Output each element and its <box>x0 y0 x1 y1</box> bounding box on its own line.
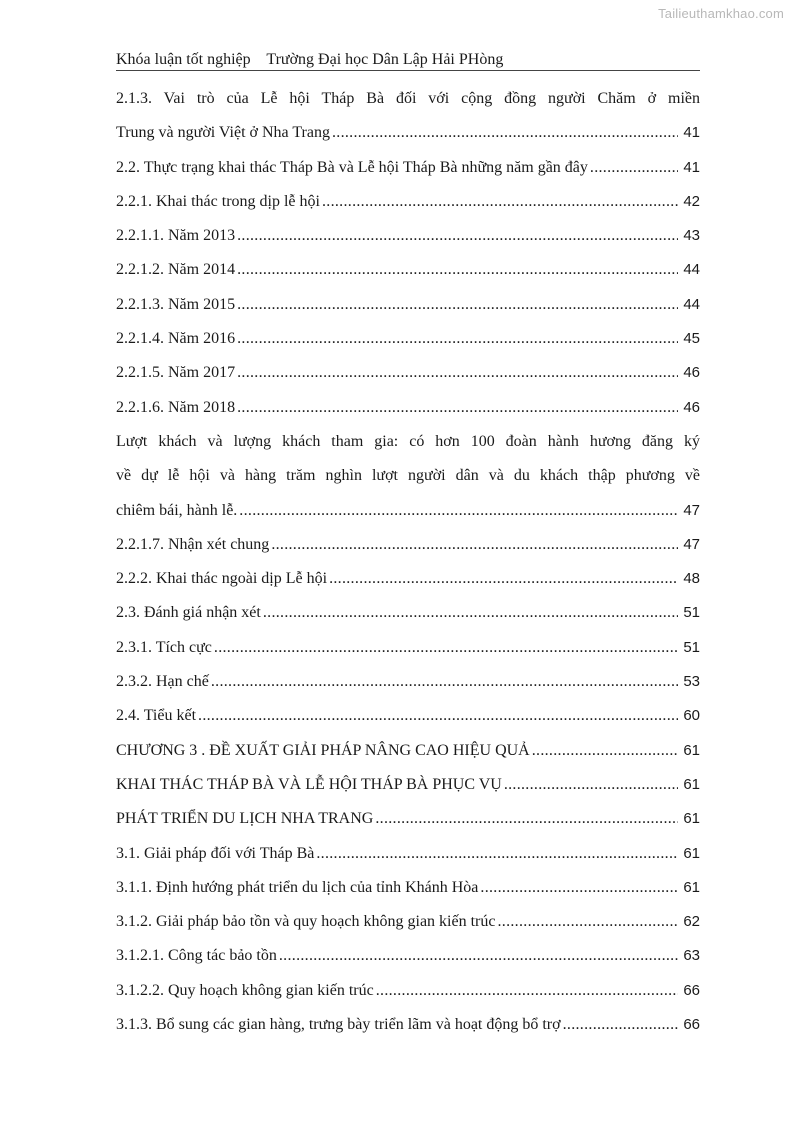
toc-entry-page: 41 <box>683 158 700 176</box>
toc-entry-title: 2.2.1.3. Năm 2015 <box>116 295 236 313</box>
toc-dot-leader <box>322 185 678 219</box>
toc-entry[interactable] <box>116 562 700 596</box>
toc-entry-page: 60 <box>683 707 700 725</box>
toc-entry-title: 2.3. Đánh giá nhận xét <box>116 604 261 622</box>
toc-entry-title: 3.1.2. Giải pháp bảo tồn và quy hoạch không gian kiến trúc <box>116 913 496 931</box>
toc-dot-leader <box>237 322 678 356</box>
toc-entry[interactable] <box>116 631 700 665</box>
toc-entry-page: 53 <box>683 673 700 691</box>
toc-entry-title: 3.1. Giải pháp đối với Tháp Bà <box>116 844 315 862</box>
toc-entry[interactable] <box>116 665 700 699</box>
toc-entry[interactable] <box>116 151 700 185</box>
toc-entry-title: 2.3.2. Hạn chế <box>116 673 209 691</box>
toc-entry[interactable] <box>116 768 700 802</box>
toc-entry-page: 61 <box>683 844 700 862</box>
toc-entry-page: 43 <box>683 227 700 245</box>
toc-entry[interactable] <box>116 905 700 939</box>
toc-entry[interactable] <box>116 288 700 322</box>
toc-entry-title: 3.1.2.2. Quy hoạch không gian kiến trúc <box>116 981 374 999</box>
toc-entry[interactable] <box>116 391 700 425</box>
toc-entry-title: 3.1.1. Định hướng phát triển du lịch của tỉnh Khánh Hòa <box>116 878 479 896</box>
page-header <box>116 50 700 70</box>
toc-dot-leader <box>375 802 678 836</box>
toc-dot-leader <box>237 288 678 322</box>
toc-dot-leader <box>590 151 678 185</box>
toc-entry-page: 51 <box>683 604 700 622</box>
toc-entry[interactable] <box>116 82 700 116</box>
toc-entry-title: về dự lễ hội và hàng trăm nghìn lượt người dân và du khách thập phương về <box>116 467 700 485</box>
toc-entry[interactable] <box>116 596 700 630</box>
toc-entry-page: 46 <box>683 398 700 416</box>
toc-entry-page: 45 <box>683 330 700 348</box>
toc-entry-title: KHAI THÁC THÁP BÀ VÀ LỄ HỘI THÁP BÀ PHỤC VỤ <box>116 775 502 793</box>
toc-entry-page: 51 <box>683 638 700 656</box>
toc-entry-page: 63 <box>683 947 700 965</box>
toc-entry-page: 61 <box>683 810 700 828</box>
toc-entry-title: 2.2.1.7. Nhận xét chung <box>116 535 270 553</box>
toc-dot-leader <box>214 631 678 665</box>
toc-entry-title: 2.2.1.5. Năm 2017 <box>116 364 236 382</box>
toc-entry[interactable] <box>116 253 700 287</box>
toc-entry-title: 2.2.1.6. Năm 2018 <box>116 398 236 416</box>
toc-entry-page: 47 <box>683 501 700 519</box>
toc-entry-title: 2.2.1.4. Năm 2016 <box>116 330 236 348</box>
toc-entry-page: 41 <box>683 124 700 142</box>
toc-entry[interactable] <box>116 494 700 528</box>
toc-entry-title: 3.1.2.1. Công tác bảo tồn <box>116 947 277 965</box>
toc-dot-leader <box>237 391 678 425</box>
toc-entry[interactable] <box>116 425 700 459</box>
toc-entry[interactable] <box>116 528 700 562</box>
toc-entry-title: Trung và người Việt ở Nha Trang <box>116 124 330 142</box>
toc-entry-page: 47 <box>683 535 700 553</box>
toc-entry[interactable] <box>116 699 700 733</box>
toc-entry[interactable] <box>116 734 700 768</box>
table-of-contents <box>116 82 700 1042</box>
toc-dot-leader <box>563 1008 678 1042</box>
toc-entry-title: 2.2.1. Khai thác trong dịp lễ hội <box>116 192 320 210</box>
toc-dot-leader <box>271 528 678 562</box>
toc-entry[interactable] <box>116 116 700 150</box>
header-divider <box>116 70 700 71</box>
toc-dot-leader <box>329 562 678 596</box>
toc-entry-page: 61 <box>683 878 700 896</box>
toc-dot-leader <box>376 974 678 1008</box>
toc-dot-leader <box>532 734 678 768</box>
toc-entry-page: 61 <box>683 775 700 793</box>
toc-entry[interactable] <box>116 1008 700 1042</box>
watermark: Tailieuthamkhao.com <box>658 6 784 21</box>
toc-entry-title: 3.1.3. Bổ sung các gian hàng, trưng bày triển lãm và hoạt động bổ trợ <box>116 1016 561 1034</box>
toc-dot-leader <box>237 356 678 390</box>
toc-entry-page: 48 <box>683 570 700 588</box>
toc-entry-title: 2.2. Thực trạng khai thác Tháp Bà và Lễ hội Tháp Bà những năm gần đây <box>116 158 588 176</box>
toc-entry[interactable] <box>116 356 700 390</box>
toc-dot-leader <box>480 871 678 905</box>
toc-dot-leader <box>237 253 678 287</box>
toc-entry-page: 44 <box>683 295 700 313</box>
toc-dot-leader <box>211 665 678 699</box>
toc-entry-page: 66 <box>683 1016 700 1034</box>
toc-entry-page: 44 <box>683 261 700 279</box>
toc-entry[interactable] <box>116 322 700 356</box>
toc-dot-leader <box>198 699 678 733</box>
toc-dot-leader <box>263 596 678 630</box>
toc-dot-leader <box>504 768 678 802</box>
toc-entry-title: 2.1.3. Vai trò của Lễ hội Tháp Bà đối với cộng đồng người Chăm ở miền <box>116 90 700 107</box>
toc-dot-leader <box>279 939 678 973</box>
toc-entry-title: chiêm bái, hành lễ. <box>116 501 238 519</box>
toc-entry[interactable] <box>116 974 700 1008</box>
toc-entry-title: 2.2.1.2. Năm 2014 <box>116 261 236 279</box>
toc-entry[interactable] <box>116 802 700 836</box>
toc-entry-title: 2.4. Tiểu kết <box>116 707 197 725</box>
header-left: Khóa luận tốt nghiệp <box>116 51 251 68</box>
toc-entry-title: 2.2.2. Khai thác ngoài dịp Lễ hội <box>116 570 328 588</box>
toc-dot-leader <box>497 905 678 939</box>
toc-entry-title: Lượt khách và lượng khách tham gia: có hơn 100 đoàn hành hương đăng ký <box>116 432 700 450</box>
toc-entry[interactable] <box>116 871 700 905</box>
toc-entry-page: 62 <box>683 913 700 931</box>
toc-entry-page: 42 <box>683 192 700 210</box>
toc-entry[interactable] <box>116 837 700 871</box>
toc-dot-leader <box>239 494 678 528</box>
toc-dot-leader <box>316 837 678 871</box>
toc-entry[interactable] <box>116 219 700 253</box>
toc-entry-title: PHÁT TRIỂN DU LỊCH NHA TRANG <box>116 810 374 828</box>
header-right: Trường Đại học Dân Lập Hải PHòng <box>266 51 504 68</box>
toc-dot-leader <box>332 116 678 150</box>
toc-entry-page: 66 <box>683 981 700 999</box>
toc-entry[interactable] <box>116 939 700 973</box>
toc-entry[interactable] <box>116 185 700 219</box>
toc-entry-title: 2.3.1. Tích cực <box>116 638 212 656</box>
toc-entry-page: 46 <box>683 364 700 382</box>
toc-entry-title: CHƯƠNG 3 . ĐỀ XUẤT GIẢI PHÁP NÂNG CAO HIỆU QUẢ <box>116 741 530 759</box>
toc-entry-page: 61 <box>683 741 700 759</box>
toc-entry-title: 2.2.1.1. Năm 2013 <box>116 227 236 245</box>
toc-entry[interactable] <box>116 459 700 493</box>
toc-dot-leader <box>237 219 678 253</box>
